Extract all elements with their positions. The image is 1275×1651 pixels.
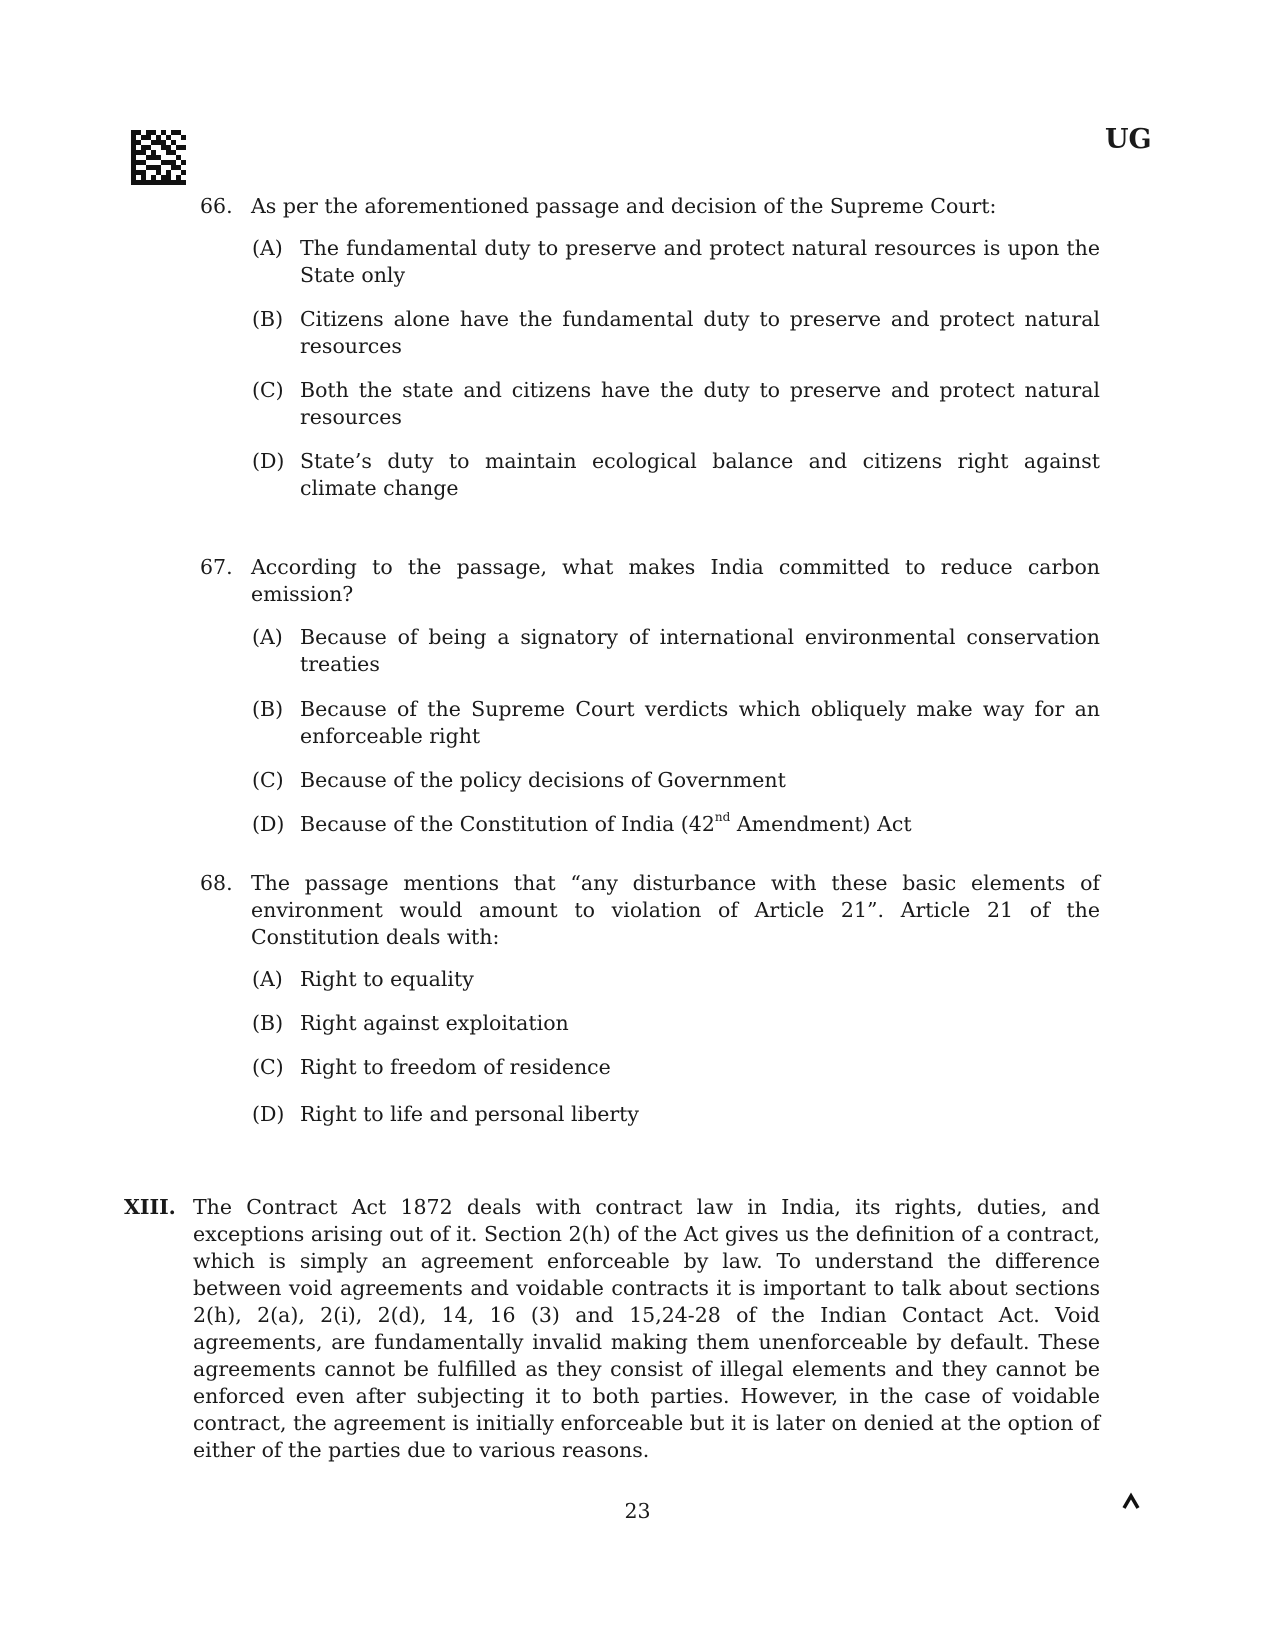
question-66 (200, 193, 1100, 220)
option-66-d (252, 448, 1100, 502)
caret-up-icon (1121, 1492, 1141, 1512)
option-label: (C) (252, 378, 284, 402)
question-text: As per the aforementioned passage and decision of the Supreme Court: (251, 194, 997, 218)
option-67-c (252, 767, 1100, 794)
option-68-b (252, 1010, 1100, 1037)
page-number: 23 (624, 1499, 651, 1523)
option-66-c (252, 377, 1100, 431)
option-text (300, 811, 1100, 838)
option-label: (C) (252, 768, 284, 792)
option-label: (D) (252, 449, 285, 473)
question-number: 66. (200, 194, 233, 218)
option-text: Right to life and personal liberty (300, 1102, 639, 1126)
option-text: Both the state and citizens have the duty to preserve and protect natural resources (300, 378, 1100, 429)
option-text: State’s duty to maintain ecological balance and citizens right against climate change (300, 449, 1100, 500)
ordinal-suffix: nd (714, 810, 731, 824)
option-label: (A) (252, 967, 283, 991)
question-text: The passage mentions that “any disturbance with these basic elements of environment would amount to violation of Article 21”. Article 21 of the Constitution deals with: (251, 871, 1100, 949)
option-68-a (252, 966, 1100, 993)
option-68-d (252, 1101, 1100, 1128)
option-67-d (252, 811, 1100, 838)
option-68-c (252, 1054, 1100, 1081)
qr-code (131, 130, 186, 185)
option-text-main: Because of the Constitution of India (42 (300, 812, 715, 836)
option-text: Right to equality (300, 967, 474, 991)
option-text: Because of being a signatory of international environmental conservation treaties (300, 625, 1100, 676)
paper-code: UG (1105, 124, 1152, 155)
option-label: (D) (252, 1102, 285, 1126)
option-text: Because of the Supreme Court verdicts which obliquely make way for an enforceable right (300, 697, 1100, 748)
question-number: 67. (200, 555, 233, 579)
section-number: XIII. (124, 1195, 176, 1219)
option-66-a (252, 235, 1100, 289)
option-label: (B) (252, 1011, 284, 1035)
option-text: Because of the policy decisions of Government (300, 768, 786, 792)
option-text: The fundamental duty to preserve and protect natural resources is upon the State only (300, 236, 1100, 287)
option-label: (A) (252, 236, 283, 260)
option-67-b (252, 696, 1100, 750)
question-67 (200, 554, 1100, 608)
option-label: (C) (252, 1055, 284, 1079)
question-number: 68. (200, 871, 233, 895)
passage-section (124, 1194, 1100, 1464)
question-68 (200, 870, 1100, 951)
option-66-b (252, 306, 1100, 360)
option-67-a (252, 624, 1100, 678)
option-text: Citizens alone have the fundamental duty to preserve and protect natural resources (300, 307, 1100, 358)
option-label: (B) (252, 307, 284, 331)
option-text: Right against exploitation (300, 1011, 569, 1035)
question-text: According to the passage, what makes India committed to reduce carbon emission? (251, 555, 1100, 606)
option-text-end: Amendment) Act (730, 812, 912, 836)
option-text: Right to freedom of residence (300, 1055, 611, 1079)
option-label: (D) (252, 812, 285, 836)
option-label: (A) (252, 625, 283, 649)
passage-text: The Contract Act 1872 deals with contract law in India, its rights, duties, and exceptions arising out of it. Section 2(h) of the Act gives us the definition of a contract, which is simply an agreement enforceable by law. To understand the difference between void agreements and voidable contracts it is important to talk about sections 2(h), 2(a), 2(i), 2(d), 14, 16 (3) and 15,24-28 of the Indian Contact Act. Void agreements, are fundamentally invalid making them unenforceable by default. These agreements cannot be fulfilled as they consist of illegal elements and they cannot be enforced even after subjecting it to both parties. However, in the case of voidable contract, the agreement is initially enforceable but it is later on denied at the option of either of the parties due to various reasons. (193, 1195, 1100, 1462)
option-label: (B) (252, 697, 284, 721)
